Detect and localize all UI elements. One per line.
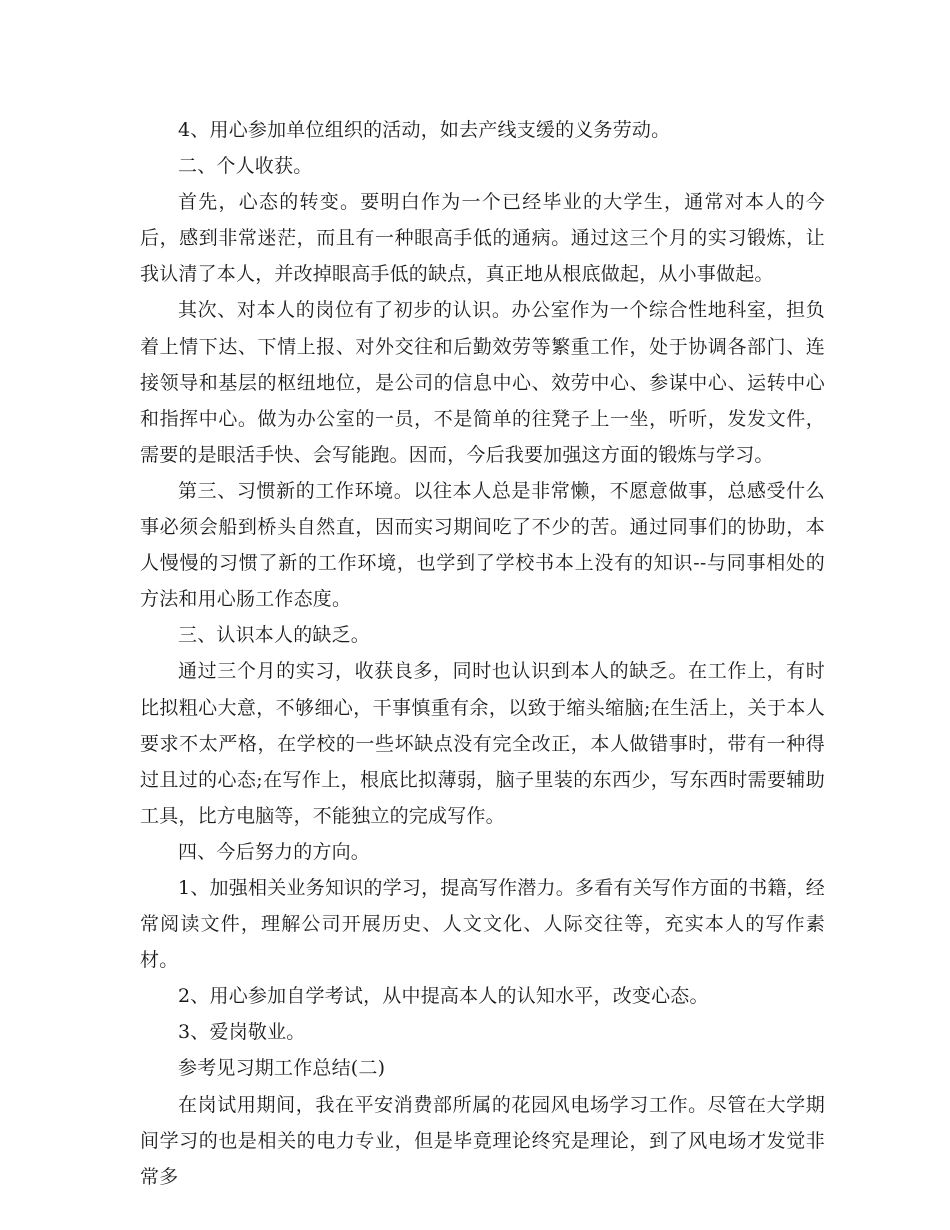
- heading-future-direction: 四、今后努力的方向。: [178, 840, 371, 863]
- paragraph-position: 其次、对本人的岗位有了初步的认识。办公室作为一个综合性地科室，担负着上情下达、下情上报、对外交往和后勤效劳等繁重工作，处于协调各部门、连接领导和基层的枢纽地位，是公司的信息中心、效劳中心、参谋中心、运转中心和指挥中心。做为办公室的一员，不是简单的往凳子上一坐，听听，发发文件，需要的是眼活手快、会写能跑。因而，今后我要加强这方面的锻炼与学习。: [140, 299, 825, 466]
- paragraph-direction-2: 2、用心参加自学考试，从中提高本人的认知水平，改变心态。: [178, 985, 709, 1008]
- paragraph-mindset: 首先，心态的转变。要明白作为一个已经毕业的大学生，通常对本人的今后，感到非常迷茫，而且有一种眼高手低的通病。通过这三个月的实习锻炼，让我认清了本人，并改掉眼高手低的缺点，真正地从根底做起，从小事做起。: [140, 191, 825, 286]
- paragraph-activity: 4、用心参加单位组织的活动，如去产线支缓的义务劳动。: [178, 119, 671, 141]
- heading-summary-two: 参考见习期工作总结(二): [178, 1057, 386, 1080]
- paragraph-direction-3: 3、爱岗敬业。: [178, 1021, 306, 1044]
- paragraph-direction-1: 1、加强相关业务知识的学习，提高写作潜力。多看有关写作方面的书籍，经常阅读文件，理解公司开展历史、人文文化、人际交往等，充实本人的写作素材。: [140, 876, 825, 972]
- paragraph-trial-period: 在岗试用期间，我在平安消费部所属的花园风电场学习工作。尽管在大学期间学习的也是相关的电力专业，但是毕竟理论终究是理论，到了风电场才发觉非常多: [140, 1093, 825, 1188]
- heading-personal-gains: 二、个人收获。: [178, 155, 313, 178]
- paragraph-shortcomings: 通过三个月的实习，收获良多，同时也认识到本人的缺乏。在工作上，有时比拟粗心大意，不够细心，干事慎重有余，以致于缩头缩脑;在生活上，关于本人要求不太严格，在学校的一些坏缺点没有完全改正，本人做错事时，带有一种得过且过的心态;在写作上，根底比拟薄弱，脑子里装的东西少，写东西时需要辅助工具，比方电脑等，不能独立的完成写作。: [140, 660, 825, 827]
- heading-shortcomings: 三、认识本人的缺乏。: [178, 624, 371, 647]
- document-body: [140, 112, 825, 1195]
- paragraph-environment: 第三、习惯新的工作环境。以往本人总是非常懒，不愿意做事，总感受什么事必须会船到桥头自然直，因而实习期间吃了不少的苦。通过同事们的协助，本人慢慢的习惯了新的工作环境，也学到了学校书本上没有的知识--与同事相处的方法和用心肠工作态度。: [140, 479, 825, 611]
